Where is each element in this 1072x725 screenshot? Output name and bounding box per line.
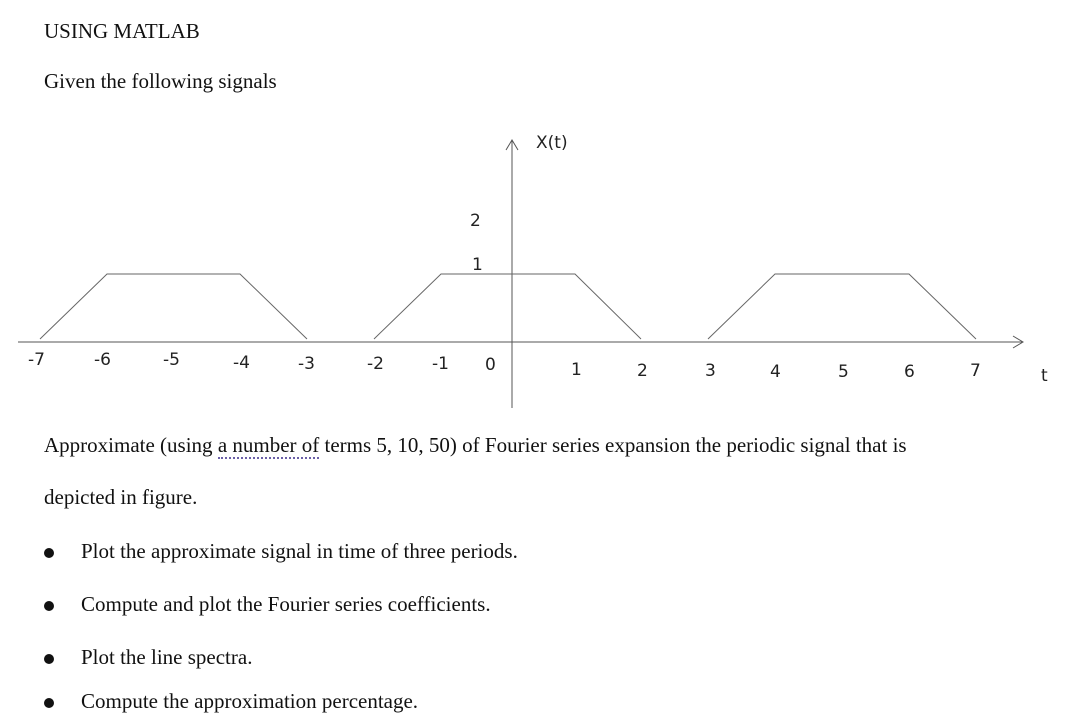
signal-pulse-1	[40, 274, 307, 339]
x-tick-3: 3	[705, 361, 716, 381]
heading: USING MATLAB	[44, 19, 200, 43]
signal-pulses	[40, 274, 976, 339]
x-tick-neg5: -5	[163, 350, 180, 370]
bullet-dot	[44, 548, 54, 558]
signal-pulse-2	[374, 274, 641, 339]
signal-figure	[0, 125, 1072, 415]
y-tick-1: 1	[472, 255, 483, 275]
x-tick-1: 1	[571, 360, 582, 380]
x-tick-7: 7	[970, 361, 981, 381]
task-paragraph-part1: Approximate (using	[44, 433, 218, 457]
x-axis-label: t	[1041, 366, 1048, 386]
bullet-dot	[44, 698, 54, 708]
underlined-phrase: a number of	[217, 433, 320, 457]
y-tick-2: 2	[470, 211, 481, 231]
signal-pulse-3	[708, 274, 976, 339]
x-tick-neg4: -4	[233, 353, 250, 373]
x-tick-2: 2	[637, 361, 648, 381]
intro-text: Given the following signals	[44, 69, 277, 93]
x-tick-0: 0	[485, 355, 496, 375]
task-paragraph-part2: terms 5, 10, 50) of Fourier series expansion the periodic signal that is	[319, 433, 907, 457]
x-tick-neg7: -7	[28, 350, 45, 370]
bullet-dot	[44, 601, 54, 611]
x-tick-neg6: -6	[94, 350, 111, 370]
bullet-item-2: Compute and plot the Fourier series coefficients.	[81, 592, 491, 616]
x-tick-4: 4	[770, 362, 781, 382]
bullet-item-3: Plot the line spectra.	[81, 645, 253, 669]
task-paragraph	[44, 433, 907, 458]
x-tick-neg2: -2	[367, 354, 384, 374]
bullet-dot	[44, 654, 54, 664]
x-tick-neg1: -1	[432, 354, 449, 374]
x-tick-6: 6	[904, 362, 915, 382]
bullet-item-4: Compute the approximation percentage.	[81, 689, 419, 713]
x-tick-5: 5	[838, 362, 849, 382]
task-paragraph-line2: depicted in figure.	[44, 485, 198, 509]
y-axis-label: X(t)	[536, 133, 568, 153]
bullet-item-1: Plot the approximate signal in time of three periods.	[81, 539, 518, 563]
x-tick-neg3: -3	[298, 354, 315, 374]
